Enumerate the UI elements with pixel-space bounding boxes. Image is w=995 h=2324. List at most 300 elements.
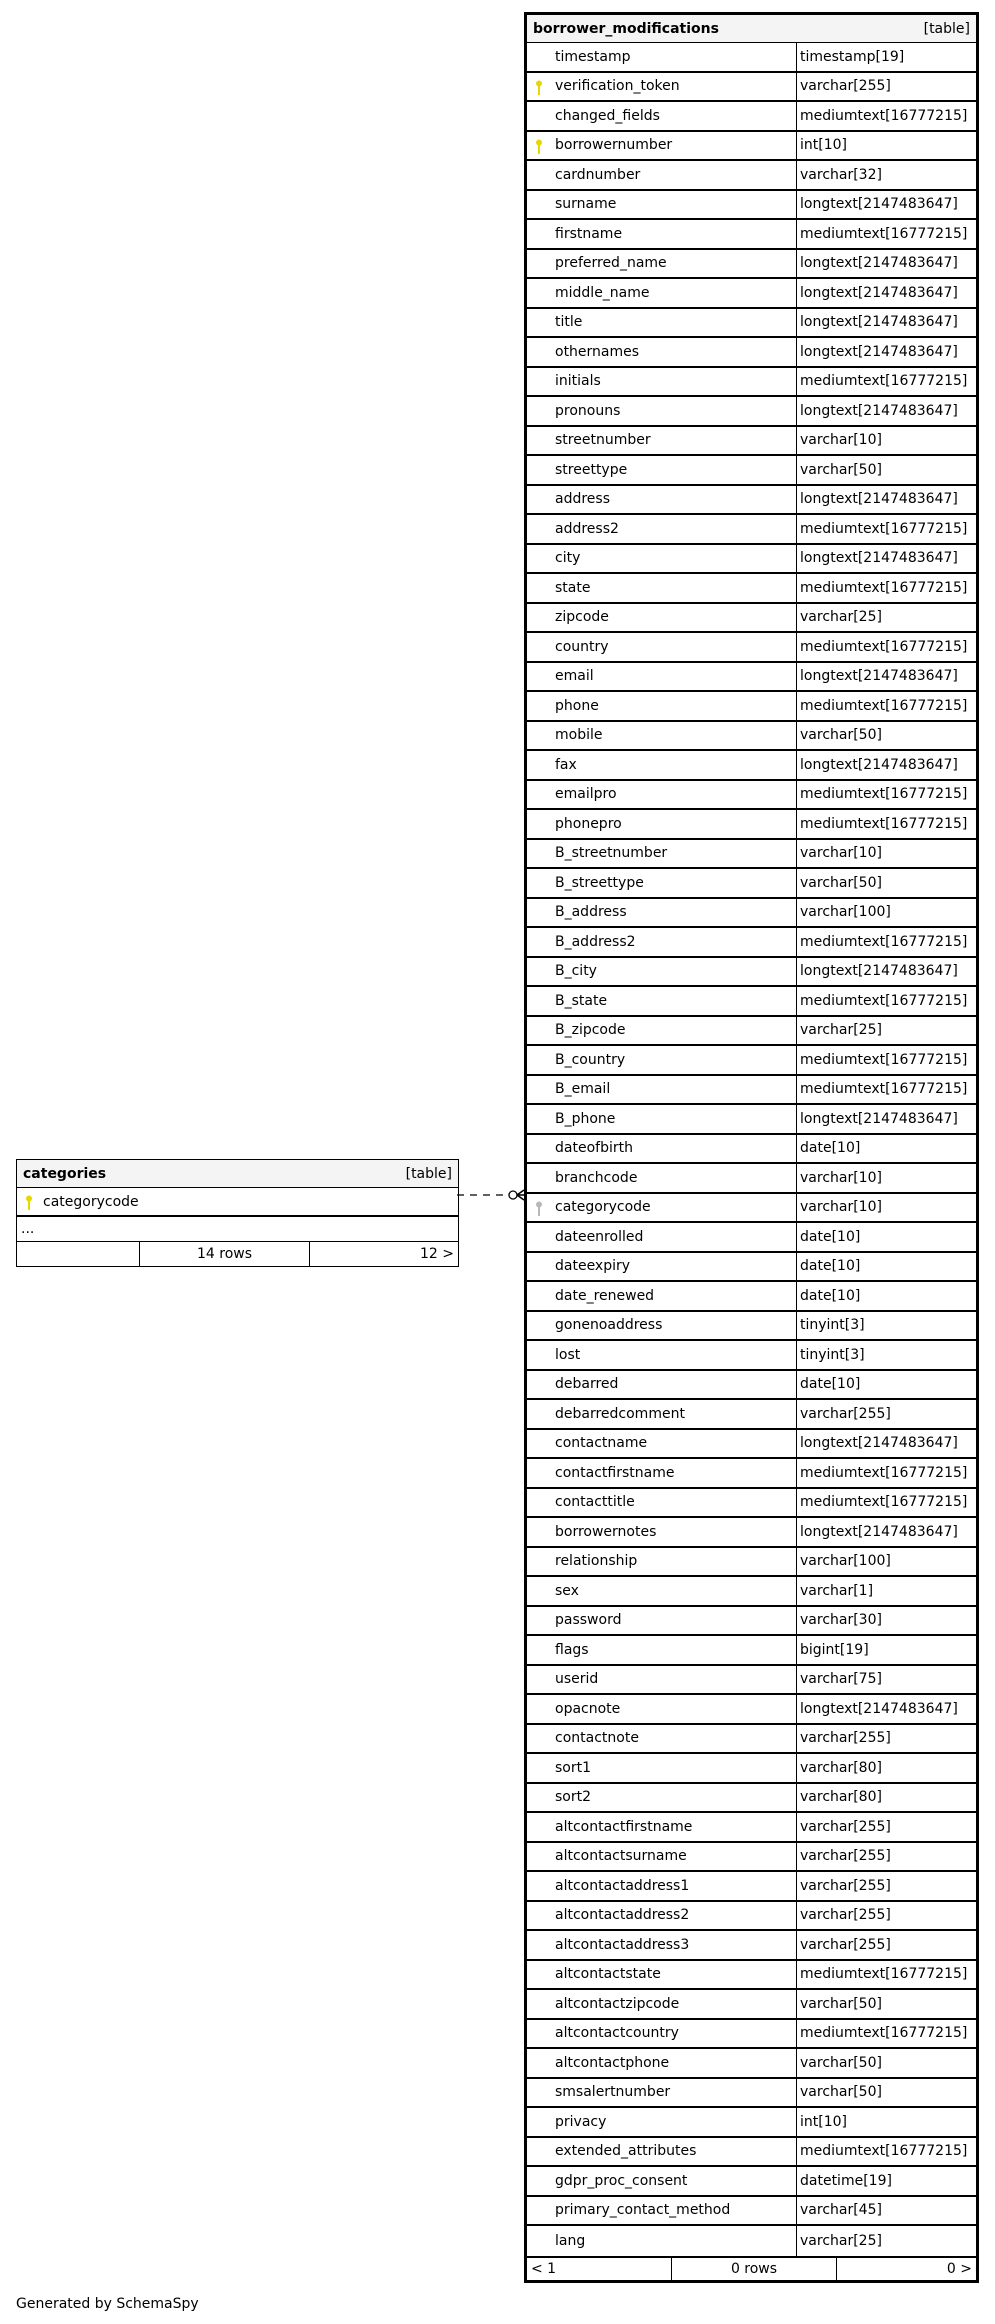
column-type: longtext[2147483647] [800, 1110, 958, 1127]
column-name[interactable] [527, 1607, 797, 1635]
parents-count[interactable]: < 1 [527, 2258, 672, 2280]
column-row [527, 1430, 976, 1460]
column-name-text: mobile [555, 727, 603, 744]
column-type: mediumtext[16777215] [800, 2025, 968, 2042]
column-type: int[10] [800, 137, 847, 154]
column-row [527, 899, 976, 929]
column-row [527, 1666, 976, 1696]
column-name-text: gdpr_proc_consent [555, 2172, 688, 2189]
column-name[interactable] [527, 1636, 797, 1664]
column-name-text: lost [555, 1346, 581, 1363]
column-type: longtext[2147483647] [800, 963, 958, 980]
column-name-text: altcontactfirstname [555, 1818, 693, 1835]
column-row [527, 1400, 976, 1430]
column-row [527, 1253, 976, 1283]
column-name[interactable] [527, 2108, 797, 2136]
column-type: varchar[1] [800, 1582, 874, 1599]
column-name[interactable] [527, 191, 797, 219]
column-name-text: timestamp [555, 48, 631, 65]
column-type: varchar[10] [800, 432, 882, 449]
primary-key-icon [535, 139, 543, 155]
column-row [527, 987, 976, 1017]
column-row [527, 486, 976, 516]
column-row [527, 663, 976, 693]
column-name[interactable] [527, 633, 797, 661]
column-name-text: streetnumber [555, 432, 651, 449]
column-name[interactable] [527, 1194, 797, 1222]
column-row [527, 1607, 976, 1637]
more-columns-indicator: ... [17, 1217, 458, 1242]
column-name-text: B_address [555, 904, 627, 921]
column-row [527, 1282, 976, 1312]
column-name[interactable] [527, 250, 797, 278]
column-name-text: B_state [555, 992, 608, 1009]
column-row [527, 751, 976, 781]
column-row [527, 1046, 976, 1076]
column-type: longtext[2147483647] [800, 491, 958, 508]
column-type: varchar[32] [800, 166, 882, 183]
column-name[interactable] [527, 338, 797, 366]
column-row [527, 1341, 976, 1371]
column-name[interactable] [527, 1843, 797, 1871]
column-type: longtext[2147483647] [800, 756, 958, 773]
zero-optional-marker [509, 1191, 517, 1199]
column-type: mediumtext[16777215] [800, 579, 968, 596]
column-name-text: categorycode [555, 1199, 651, 1216]
column-name-text: B_streetnumber [555, 845, 668, 862]
column-name[interactable] [527, 1341, 797, 1369]
column-row [527, 1843, 976, 1873]
column-row [527, 1548, 976, 1578]
column-type: varchar[100] [800, 904, 891, 921]
column-name[interactable] [527, 427, 797, 455]
column-row [527, 1017, 976, 1047]
column-row [527, 1813, 976, 1843]
column-row [527, 1902, 976, 1932]
column-row [527, 722, 976, 752]
column-row [527, 1105, 976, 1135]
column-name[interactable] [527, 1754, 797, 1782]
column-name[interactable] [527, 1282, 797, 1310]
column-name[interactable] [527, 1489, 797, 1517]
row-count: 0 rows [672, 2258, 837, 2280]
column-row [527, 1990, 976, 2020]
column-row [527, 633, 976, 663]
column-row [527, 1961, 976, 1991]
column-type: mediumtext[16777215] [800, 933, 968, 950]
many-crowsfoot-marker [517, 1190, 524, 1200]
column-row [527, 574, 976, 604]
column-name-text: phone [555, 697, 599, 714]
column-type: mediumtext[16777215] [800, 638, 968, 655]
column-type: varchar[255] [800, 1405, 891, 1422]
column-name[interactable] [527, 2167, 797, 2195]
column-type: date[10] [800, 1258, 861, 1275]
column-row [527, 309, 976, 339]
column-row [527, 1194, 976, 1224]
column-type: mediumtext[16777215] [800, 697, 968, 714]
column-name-text: country [555, 638, 609, 655]
column-name[interactable] [527, 2079, 797, 2107]
parents-count [17, 1242, 140, 1266]
column-name[interactable] [527, 1784, 797, 1812]
column-name-text: phonepro [555, 815, 622, 832]
column-type: longtext[2147483647] [800, 1435, 958, 1452]
column-row [527, 1754, 976, 1784]
column-row [527, 781, 976, 811]
column-row [527, 1636, 976, 1666]
column-name-text: debarred [555, 1376, 619, 1393]
column-type: datetime[19] [800, 2172, 892, 2189]
column-name-text: cardnumber [555, 166, 641, 183]
column-row [527, 515, 976, 545]
column-name[interactable] [527, 132, 797, 160]
column-name-text: debarredcomment [555, 1405, 685, 1422]
column-name[interactable] [527, 2226, 797, 2256]
column-name[interactable] [17, 1188, 458, 1215]
column-row [527, 1872, 976, 1902]
column-name-text: sort2 [555, 1789, 592, 1806]
column-type: mediumtext[16777215] [800, 1051, 968, 1068]
column-type: varchar[50] [800, 461, 882, 478]
column-type: date[10] [800, 1228, 861, 1245]
column-name[interactable] [527, 545, 797, 573]
column-name[interactable] [527, 1813, 797, 1841]
column-name[interactable] [527, 722, 797, 750]
table-name[interactable]: categories [23, 1165, 107, 1182]
column-name[interactable] [527, 515, 797, 543]
column-name-text: branchcode [555, 1169, 638, 1186]
column-name-text: privacy [555, 2113, 607, 2130]
column-name-text: middle_name [555, 284, 650, 301]
column-type: varchar[25] [800, 609, 882, 626]
foreign-key-icon [535, 1201, 543, 1217]
column-name-text: contactfirstname [555, 1464, 675, 1481]
column-name-text: borrowernotes [555, 1523, 657, 1540]
column-row [527, 1371, 976, 1401]
column-name[interactable] [527, 1518, 797, 1546]
column-name[interactable] [527, 1105, 797, 1133]
column-type: longtext[2147483647] [800, 668, 958, 685]
column-row [527, 43, 976, 73]
column-type: tinyint[3] [800, 1346, 865, 1363]
column-row [527, 2167, 976, 2197]
column-type: int[10] [800, 2113, 847, 2130]
column-name[interactable] [527, 1253, 797, 1281]
children-count[interactable]: 12 > [420, 1246, 454, 1262]
column-name[interactable] [527, 1725, 797, 1753]
column-name[interactable] [527, 368, 797, 396]
column-name-text: altcontactaddress1 [555, 1877, 690, 1894]
column-type: varchar[45] [800, 2202, 882, 2219]
column-row [527, 2226, 976, 2256]
column-name[interactable] [527, 1666, 797, 1694]
column-type: varchar[255] [800, 1936, 891, 1953]
column-name-text: emailpro [555, 786, 617, 803]
column-type: mediumtext[16777215] [800, 1494, 968, 1511]
column-name[interactable] [527, 751, 797, 779]
column-type: varchar[50] [800, 727, 882, 744]
column-name[interactable] [527, 161, 797, 189]
column-type: varchar[80] [800, 1789, 882, 1806]
column-type: mediumtext[16777215] [800, 1966, 968, 1983]
column-name[interactable] [527, 869, 797, 897]
column-type: varchar[10] [800, 845, 882, 862]
column-name-text: opacnote [555, 1700, 621, 1717]
column-name-text: primary_contact_method [555, 2202, 731, 2219]
column-type: varchar[50] [800, 1995, 882, 2012]
column-name-text: altcontactaddress3 [555, 1936, 690, 1953]
column-row [527, 1312, 976, 1342]
column-row [527, 1459, 976, 1489]
column-type: longtext[2147483647] [800, 255, 958, 272]
column-type: date[10] [800, 1287, 861, 1304]
column-name-text: surname [555, 196, 617, 213]
column-name-text: state [555, 579, 591, 596]
column-type: longtext[2147483647] [800, 402, 958, 419]
column-type: mediumtext[16777215] [800, 107, 968, 124]
column-name[interactable] [527, 1371, 797, 1399]
column-type: longtext[2147483647] [800, 314, 958, 331]
column-name-text: gonenoaddress [555, 1317, 663, 1334]
children-count[interactable]: 0 > [946, 2260, 972, 2277]
column-name-text: email [555, 668, 594, 685]
column-name-text: contactnote [555, 1730, 639, 1747]
column-row [527, 692, 976, 722]
column-name-text: altcontactsurname [555, 1848, 687, 1865]
column-row [527, 1695, 976, 1725]
table-header [527, 15, 976, 43]
column-name-text: flags [555, 1641, 589, 1658]
column-name-text: borrowernumber [555, 137, 673, 154]
column-row [527, 869, 976, 899]
column-type: timestamp[19] [800, 48, 905, 65]
column-name-text: altcontactaddress2 [555, 1907, 690, 1924]
column-name-text: altcontactphone [555, 2054, 670, 2071]
column-row [527, 338, 976, 368]
column-name-text: relationship [555, 1553, 638, 1570]
column-type: mediumtext[16777215] [800, 225, 968, 242]
column-name-text: altcontactstate [555, 1966, 661, 1983]
column-type: varchar[255] [800, 1848, 891, 1865]
column-name[interactable] [527, 810, 797, 838]
column-type: varchar[25] [800, 2232, 882, 2249]
column-name-text: city [555, 550, 581, 567]
column-row [527, 73, 976, 103]
column-row [527, 1076, 976, 1106]
column-type: longtext[2147483647] [800, 1700, 958, 1717]
column-row [527, 545, 976, 575]
column-row [527, 427, 976, 457]
column-name[interactable] [527, 279, 797, 307]
column-name-text: B_address2 [555, 933, 636, 950]
column-name[interactable] [527, 663, 797, 691]
column-name[interactable] [527, 220, 797, 248]
column-row [527, 250, 976, 280]
column-type: varchar[50] [800, 874, 882, 891]
column-name[interactable] [527, 1695, 797, 1723]
column-row [527, 161, 976, 191]
column-name-text: lang [555, 2232, 586, 2249]
column-type: varchar[255] [800, 1730, 891, 1747]
column-type: varchar[100] [800, 1553, 891, 1570]
column-name-text: dateexpiry [555, 1258, 631, 1275]
table-header [17, 1160, 458, 1188]
column-name-text: password [555, 1612, 622, 1629]
column-type: longtext[2147483647] [800, 284, 958, 301]
column-name[interactable] [527, 1312, 797, 1340]
column-name[interactable] [527, 1902, 797, 1930]
column-name[interactable] [527, 486, 797, 514]
column-name-text: streettype [555, 461, 628, 478]
column-name[interactable] [527, 1046, 797, 1074]
column-name[interactable] [527, 1400, 797, 1428]
column-name-text: othernames [555, 343, 640, 360]
column-type: varchar[80] [800, 1759, 882, 1776]
column-name-text: B_email [555, 1081, 611, 1098]
column-name[interactable] [527, 1872, 797, 1900]
column-name[interactable] [527, 604, 797, 632]
column-name[interactable] [527, 456, 797, 484]
column-name-text: changed_fields [555, 107, 660, 124]
column-type: varchar[255] [800, 78, 891, 95]
column-name[interactable] [527, 102, 797, 130]
column-name[interactable] [527, 899, 797, 927]
column-name[interactable] [527, 397, 797, 425]
column-name-text: verification_token [555, 78, 680, 95]
column-name[interactable] [527, 574, 797, 602]
column-name[interactable] [527, 1990, 797, 2018]
column-type: tinyint[3] [800, 1317, 865, 1334]
column-name[interactable] [527, 73, 797, 101]
column-type: mediumtext[16777215] [800, 373, 968, 390]
column-name[interactable] [527, 987, 797, 1015]
column-name[interactable] [527, 1223, 797, 1251]
column-name[interactable] [527, 2197, 797, 2225]
column-name-text: address2 [555, 520, 619, 537]
column-type: longtext[2147483647] [800, 1523, 958, 1540]
column-name[interactable] [527, 1459, 797, 1487]
column-type: varchar[10] [800, 1169, 882, 1186]
column-type: mediumtext[16777215] [800, 520, 968, 537]
row-count: 14 rows [140, 1242, 310, 1266]
column-name[interactable] [527, 840, 797, 868]
column-name-text: B_streettype [555, 874, 644, 891]
column-name-text: preferred_name [555, 255, 667, 272]
column-name[interactable] [527, 1961, 797, 1989]
column-type: varchar[75] [800, 1671, 882, 1688]
column-type: mediumtext[16777215] [800, 1464, 968, 1481]
column-name-text: dateenrolled [555, 1228, 644, 1245]
column-name[interactable] [527, 1017, 797, 1045]
column-name[interactable] [527, 1076, 797, 1104]
table-name[interactable]: borrower_modifications [533, 20, 719, 37]
table-type-label: [table] [923, 20, 970, 37]
column-list [17, 1188, 458, 1217]
column-type: varchar[50] [800, 2054, 882, 2071]
column-name-text: B_zipcode [555, 1022, 626, 1039]
column-row [527, 1725, 976, 1755]
column-row [527, 191, 976, 221]
column-row [527, 102, 976, 132]
column-row [527, 2049, 976, 2079]
column-name[interactable] [527, 1548, 797, 1576]
column-row [527, 397, 976, 427]
column-name[interactable] [527, 1430, 797, 1458]
column-row [527, 2138, 976, 2168]
column-name-text: firstname [555, 225, 623, 242]
column-name[interactable] [527, 1931, 797, 1959]
column-name-text: contacttitle [555, 1494, 635, 1511]
column-name-text: categorycode [43, 1193, 139, 1210]
column-row [527, 2108, 976, 2138]
column-type: varchar[30] [800, 1612, 882, 1629]
column-name-text: zipcode [555, 609, 609, 626]
column-row [527, 132, 976, 162]
column-row [527, 2197, 976, 2227]
column-type: mediumtext[16777215] [800, 815, 968, 832]
column-row [527, 1223, 976, 1253]
column-type: mediumtext[16777215] [800, 2143, 968, 2160]
primary-key-icon [25, 1195, 33, 1211]
column-row [527, 279, 976, 309]
column-type: varchar[50] [800, 2084, 882, 2101]
column-name-text: pronouns [555, 402, 621, 419]
column-name[interactable] [527, 928, 797, 956]
column-type: mediumtext[16777215] [800, 992, 968, 1009]
column-row [527, 1518, 976, 1548]
column-row [527, 1164, 976, 1194]
column-name-text: userid [555, 1671, 599, 1688]
column-name[interactable] [527, 692, 797, 720]
column-name-text: address [555, 491, 611, 508]
column-type: longtext[2147483647] [800, 343, 958, 360]
column-type: varchar[255] [800, 1907, 891, 1924]
column-name[interactable] [527, 43, 797, 71]
table-footer [527, 2256, 976, 2280]
column-name[interactable] [527, 781, 797, 809]
column-row [527, 1577, 976, 1607]
column-name-text: altcontactzipcode [555, 1995, 680, 2012]
column-name[interactable] [527, 2020, 797, 2048]
column-row [527, 1784, 976, 1814]
column-name-text: date_renewed [555, 1287, 655, 1304]
column-name[interactable] [527, 2049, 797, 2077]
column-name-text: contactname [555, 1435, 648, 1452]
column-name-text: smsalertnumber [555, 2084, 671, 2101]
column-name[interactable] [527, 2138, 797, 2166]
column-row [527, 1489, 976, 1519]
column-type: mediumtext[16777215] [800, 786, 968, 803]
column-name-text: sex [555, 1582, 579, 1599]
column-row [527, 1931, 976, 1961]
column-name[interactable] [527, 1164, 797, 1192]
column-type: mediumtext[16777215] [800, 1081, 968, 1098]
column-name[interactable] [527, 958, 797, 986]
column-type: varchar[255] [800, 1877, 891, 1894]
column-name-text: B_country [555, 1051, 626, 1068]
column-name-text: title [555, 314, 583, 331]
column-name[interactable] [527, 1135, 797, 1163]
column-name-text: fax [555, 756, 577, 773]
column-name[interactable] [527, 1577, 797, 1605]
column-name[interactable] [527, 309, 797, 337]
column-row [527, 840, 976, 870]
column-name-text: extended_attributes [555, 2143, 697, 2160]
column-type: varchar[255] [800, 1818, 891, 1835]
column-row [527, 456, 976, 486]
column-row [527, 810, 976, 840]
